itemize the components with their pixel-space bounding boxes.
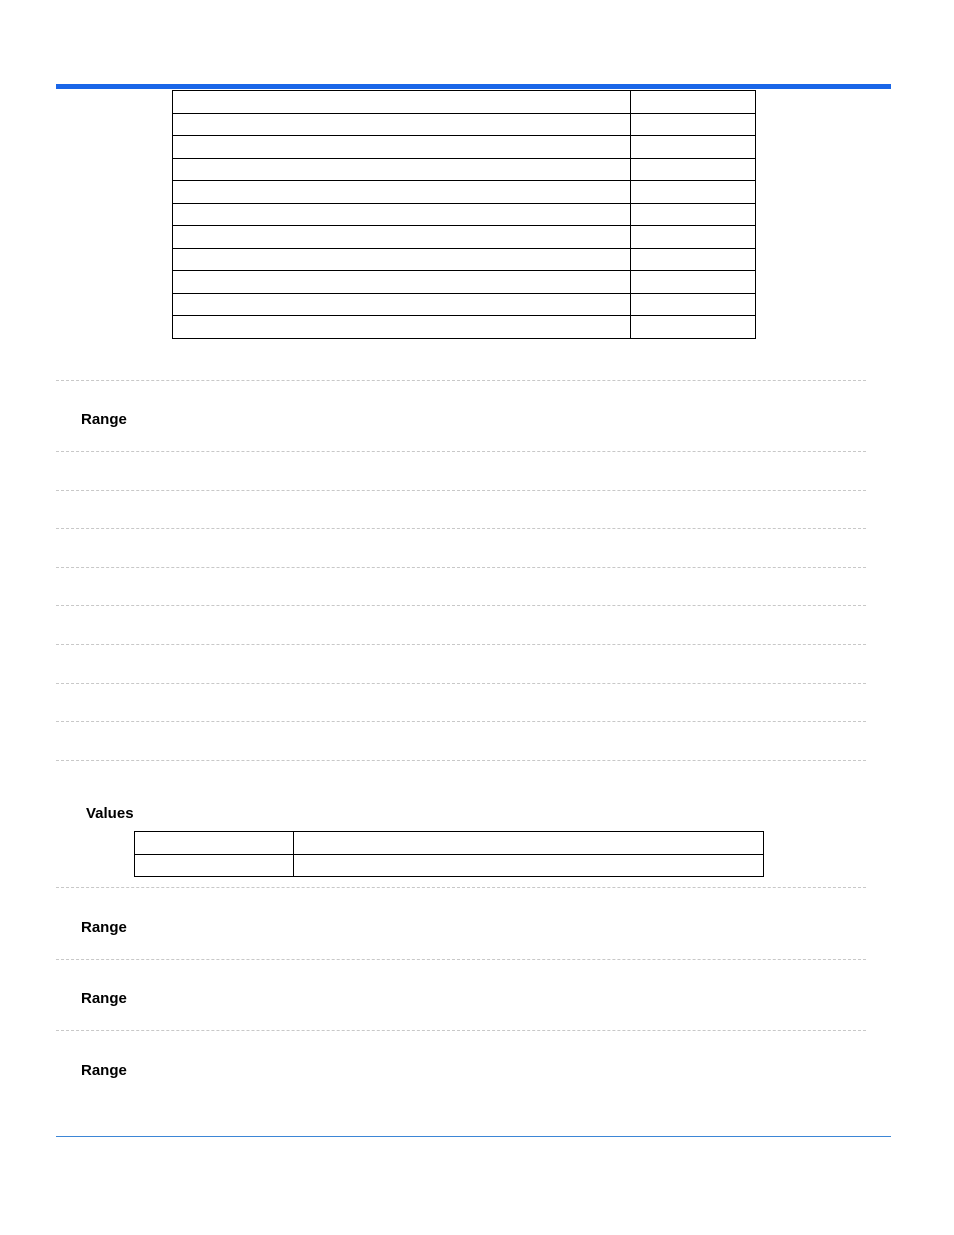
- table-row: [135, 832, 764, 855]
- table-row: [173, 203, 756, 226]
- table-cell: [173, 91, 631, 114]
- table-cell: [631, 203, 756, 226]
- range-label: Range: [81, 411, 127, 428]
- table-row: [173, 226, 756, 249]
- table-cell: [173, 226, 631, 249]
- table-cell: [135, 854, 294, 877]
- table-row: [173, 136, 756, 159]
- table-row: [173, 181, 756, 204]
- table-row: [173, 293, 756, 316]
- section-divider: [56, 605, 866, 606]
- range-label: Range: [81, 1062, 127, 1079]
- table-row: [173, 248, 756, 271]
- header-accent-bar: [56, 84, 891, 89]
- table-row: [173, 271, 756, 294]
- table-cell: [631, 181, 756, 204]
- table-cell: [135, 832, 294, 855]
- table-cell: [173, 181, 631, 204]
- section-divider: [56, 721, 866, 722]
- section-divider: [56, 1030, 866, 1031]
- section-divider: [56, 887, 866, 888]
- table-row: [173, 91, 756, 114]
- section-divider: [56, 644, 866, 645]
- section-divider: [56, 959, 866, 960]
- table-cell: [173, 203, 631, 226]
- range-label: Range: [81, 919, 127, 936]
- table-cell: [173, 293, 631, 316]
- table-cell: [173, 158, 631, 181]
- table-row: [173, 316, 756, 339]
- table-cell: [631, 113, 756, 136]
- footer-rule: [56, 1136, 891, 1137]
- section-divider: [56, 683, 866, 684]
- section-divider: [56, 567, 866, 568]
- section-divider: [56, 451, 866, 452]
- table-cell: [173, 136, 631, 159]
- parameter-table: [172, 90, 756, 339]
- table-row: [135, 854, 764, 877]
- table-cell: [173, 271, 631, 294]
- section-divider: [56, 528, 866, 529]
- table-cell: [631, 271, 756, 294]
- table-cell: [294, 832, 764, 855]
- section-divider: [56, 760, 866, 761]
- table-cell: [631, 248, 756, 271]
- values-table: [134, 831, 764, 877]
- table-cell: [631, 226, 756, 249]
- values-heading: Values: [86, 805, 134, 822]
- table-cell: [631, 316, 756, 339]
- section-divider: [56, 490, 866, 491]
- table-cell: [294, 854, 764, 877]
- table-row: [173, 158, 756, 181]
- section-divider: [56, 380, 866, 381]
- table-cell: [631, 91, 756, 114]
- table-cell: [173, 316, 631, 339]
- table-cell: [173, 113, 631, 136]
- table-cell: [173, 248, 631, 271]
- table-cell: [631, 158, 756, 181]
- range-label: Range: [81, 990, 127, 1007]
- table-cell: [631, 136, 756, 159]
- table-row: [173, 113, 756, 136]
- table-cell: [631, 293, 756, 316]
